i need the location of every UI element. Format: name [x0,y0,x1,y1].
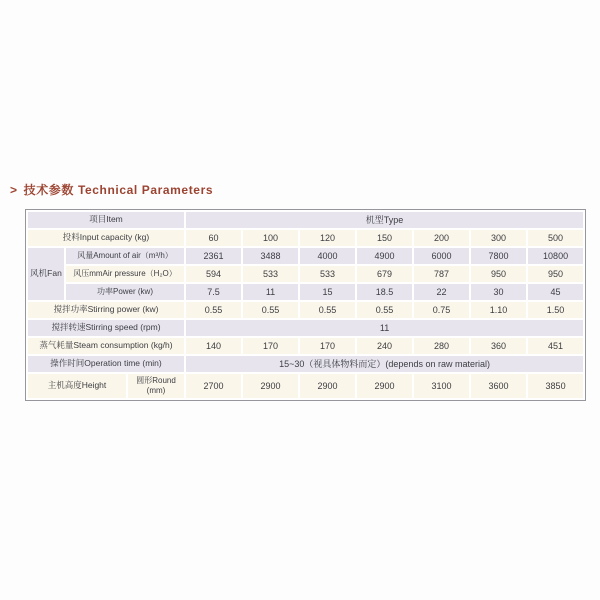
row-label: 风量Amount of air（m³/h） [66,248,184,264]
value-cell: 170 [300,338,355,354]
value-cell: 300 [471,230,526,246]
value-cell: 170 [243,338,298,354]
row-label: 主机高度Height [28,374,126,398]
value-cell: 787 [414,266,469,282]
shape-label-line1: 圆形Round [136,376,176,386]
value-cell: 200 [414,230,469,246]
row-height [28,374,583,398]
value-cell: 6000 [414,248,469,264]
value-cell: 0.55 [357,302,412,318]
value-cell: 100 [243,230,298,246]
value-cell: 2900 [357,374,412,398]
type-header-cell: 机型Type [186,212,583,228]
value-cell: 533 [300,266,355,282]
value-cell: 22 [414,284,469,300]
value-cell: 2700 [186,374,241,398]
value-cell: 2900 [300,374,355,398]
value-cell: 500 [528,230,583,246]
value-cell: 4000 [300,248,355,264]
page-title: 技术参数 Technical Parameters [23,183,214,197]
value-cell: 2361 [186,248,241,264]
value-cell: 4900 [357,248,412,264]
row-steam-consumption [28,338,583,354]
value-cell: 10800 [528,248,583,264]
value-cell: 0.75 [414,302,469,318]
item-header-cell: 项目Item [28,212,184,228]
value-cell: 0.55 [243,302,298,318]
value-cell: 3100 [414,374,469,398]
value-cell: 18.5 [357,284,412,300]
value-cell: 3600 [471,374,526,398]
value-cell: 0.55 [300,302,355,318]
chevron-right-icon: > [10,183,18,197]
header-row [28,212,583,228]
value-cell: 280 [414,338,469,354]
row-stirring-power [28,302,583,318]
row-label: 搅拌功率Stirring power (kw) [28,302,184,318]
row-label: 风压mmAir pressure（H₂O） [66,266,184,282]
row-label: 搅拌转速Stirring speed (rpm) [28,320,184,336]
value-cell: 120 [300,230,355,246]
value-cell: 15 [300,284,355,300]
value-cell: 140 [186,338,241,354]
value-cell: 594 [186,266,241,282]
value-cell: 950 [528,266,583,282]
shape-label-line2: (mm) [146,386,166,395]
value-cell: 533 [243,266,298,282]
row-air-pressure [28,266,583,282]
value-cell: 11 [243,284,298,300]
value-cell: 360 [471,338,526,354]
value-cell: 240 [357,338,412,354]
value-cell: 7.5 [186,284,241,300]
row-label: 功率Power (kw) [66,284,184,300]
value-cell: 451 [528,338,583,354]
value-cell: 150 [357,230,412,246]
value-cell: 7800 [471,248,526,264]
value-cell: 679 [357,266,412,282]
technical-parameters-table [25,209,586,401]
value-cell: 950 [471,266,526,282]
section-title [10,181,213,198]
value-cell: 2900 [243,374,298,398]
value-cell: 30 [471,284,526,300]
fan-group-cell: 风机Fan [28,248,64,300]
value-cell: 45 [528,284,583,300]
row-input-capacity [28,230,583,246]
row-fan-power [28,284,583,300]
span-value-cell: 11 [186,320,583,336]
value-cell: 0.55 [186,302,241,318]
row-label: 投料Input capacity (kg) [28,230,184,246]
row-air-amount [28,248,583,264]
row-label: 蒸气耗量Steam consumption (kg/h) [28,338,184,354]
row-operation-time [28,356,583,372]
shape-label-cell [128,374,184,398]
value-cell: 1.50 [528,302,583,318]
row-stirring-speed [28,320,583,336]
row-label: 操作时间Operation time (min) [28,356,184,372]
span-value-cell: 15~30（视具体物料而定）(depends on raw material) [186,356,583,372]
value-cell: 1.10 [471,302,526,318]
value-cell: 3488 [243,248,298,264]
value-cell: 3850 [528,374,583,398]
value-cell: 60 [186,230,241,246]
